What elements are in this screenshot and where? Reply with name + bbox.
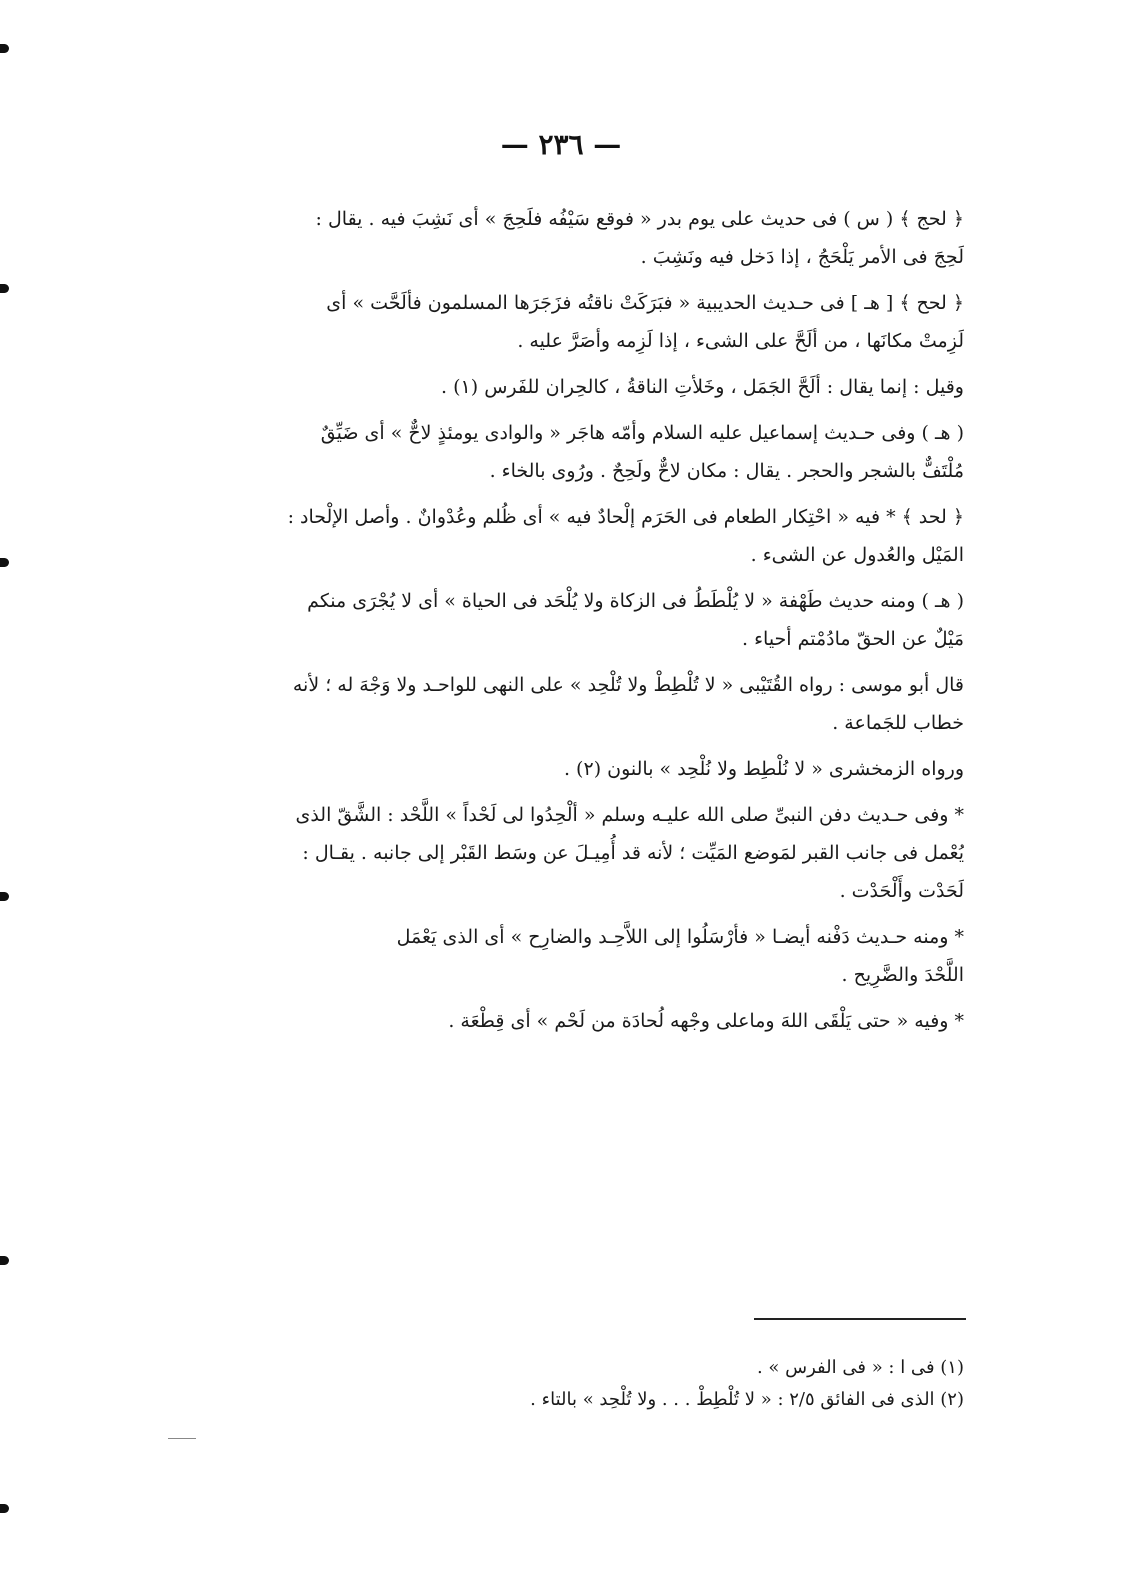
- entry-lahh: [168, 284, 964, 360]
- paragraph: [168, 414, 964, 490]
- paragraph: [168, 1002, 964, 1040]
- text-line: * وفيه « حتى يَلْقَى اللهَ وماعلى وجْهه لُحادَة من لَحْم » أى قِطْعَة .: [448, 1010, 964, 1032]
- paragraph: [168, 582, 964, 658]
- scan-mark: [0, 558, 9, 567]
- paragraph: [168, 750, 964, 788]
- paragraph: [168, 796, 964, 910]
- footnote-divider: [754, 1318, 966, 1320]
- text-line: لَحِجَ فى الأمر يَلْحَجُ ، إذا دَخل فيه ونَشِبَ .: [640, 246, 964, 268]
- scan-mark: [0, 44, 9, 53]
- text-line: مُلْتَفٌّ بالشجر والحجر . يقال : مكان لاحٌّ ولَحِحٌ . ورُوى بالخاء .: [489, 460, 964, 482]
- stray-mark: [168, 1438, 196, 1439]
- footnote-1: (١) فى ا : « فى الفرس » .: [756, 1357, 964, 1378]
- text-line: ﴿ لحد ﴾ * فيه « احْتِكار الطعام فى الحَرَم إلْحادٌ فيه » أى ظُلم وعُدْوانٌ . وأصل الإلْحاد :: [287, 506, 964, 528]
- entry-lahd: [168, 498, 964, 574]
- text-line: يُعْمل فى جانب القبر لمَوضع المَيِّت ؛ لأنه قد أُمِيـلَ عن وسَط القَبْر إلى جانبه . يقـال :: [302, 842, 964, 864]
- text-line: * وفى حـديث دفن النبىِّ صلى الله عليـه وسلم « ألْحِدُوا لى لَحْداً » اللَّحْد : الشَّقّ الذى: [295, 804, 964, 826]
- page-number: — ٢٣٦ —: [500, 128, 622, 161]
- paragraph: [168, 918, 964, 994]
- paragraph: [168, 368, 964, 406]
- text-line: المَيْل والعُدول عن الشىء .: [750, 544, 964, 566]
- text-line: اللَّحْدَ والضَّرِيح .: [841, 964, 964, 986]
- text-line: وقيل : إنما يقال : ألَحَّ الجَمَل ، وخَلأتِ الناقةُ ، كالحِران للفَرس (١) .: [441, 376, 964, 398]
- scan-mark: [0, 1256, 9, 1265]
- text-line: ﴿ لحج ﴾ ( س ) فى حديث على يوم بدر « فوقع سَيْفُه فلَحِجَ » أى نَشِبَ فيه . يقال :: [315, 208, 964, 230]
- scan-mark: [0, 1504, 9, 1513]
- text-line: قال أبو موسى : رواه القُتَيْبى « لا تُلْطِطْ ولا تُلْحِد » على النهى للواحـد ولا وَجْهَ له ؛ لأنه: [292, 674, 964, 696]
- body-text: [168, 200, 964, 1048]
- scan-mark: [0, 892, 9, 901]
- text-line: لَحَدْت وأَلْحَدْت .: [839, 880, 964, 902]
- text-line: ﴿ لحح ﴾ [ هـ ] فى حـديث الحديبية « فبَرَكَتْ ناقتُه فزَجَرَها المسلمون فألَحَّت » أى: [326, 292, 964, 314]
- text-line: ( هـ ) وفى حـديث إسماعيل عليه السلام وأمّه هاجَر « والوادى يومئذٍ لاحٌّ » أى ضَيِّقٌ: [320, 422, 964, 444]
- text-line: * ومنه حـديث دَفْنه أيضـا « فأرْسَلُوا إلى اللاَّحِـد والضارِح » أى الذى يَعْمَل: [396, 926, 964, 948]
- entry-lahij: [168, 200, 964, 276]
- text-line: ( هـ ) ومنه حديث طَهْفة « لا يُلْطَطُ فى الزكاة ولا يُلْحَد فى الحياة » أى لا يُجْرَى منكم: [307, 590, 964, 612]
- text-line: مَيْلٌ عن الحقّ مادُمْتم أحياء .: [742, 628, 964, 650]
- footnotes: [168, 1352, 964, 1416]
- text-line: ورواه الزمخشرى « لا نُلْطِط ولا نُلْحِد » بالنون (٢) .: [563, 758, 964, 780]
- text-line: لَزِمتْ مكانَها ، من ألَحَّ على الشىء ، إذا لَزِمه وأصَرَّ عليه .: [517, 330, 964, 352]
- footnote-2: (٢) الذى فى الفائق ٢/٥ : « لا تُلْطِطْ . . . ولا تُلْحِد » بالتاء .: [530, 1389, 964, 1410]
- paragraph: [168, 666, 964, 742]
- scan-mark: [0, 284, 9, 293]
- text-line: خطاب للجَماعة .: [832, 712, 964, 734]
